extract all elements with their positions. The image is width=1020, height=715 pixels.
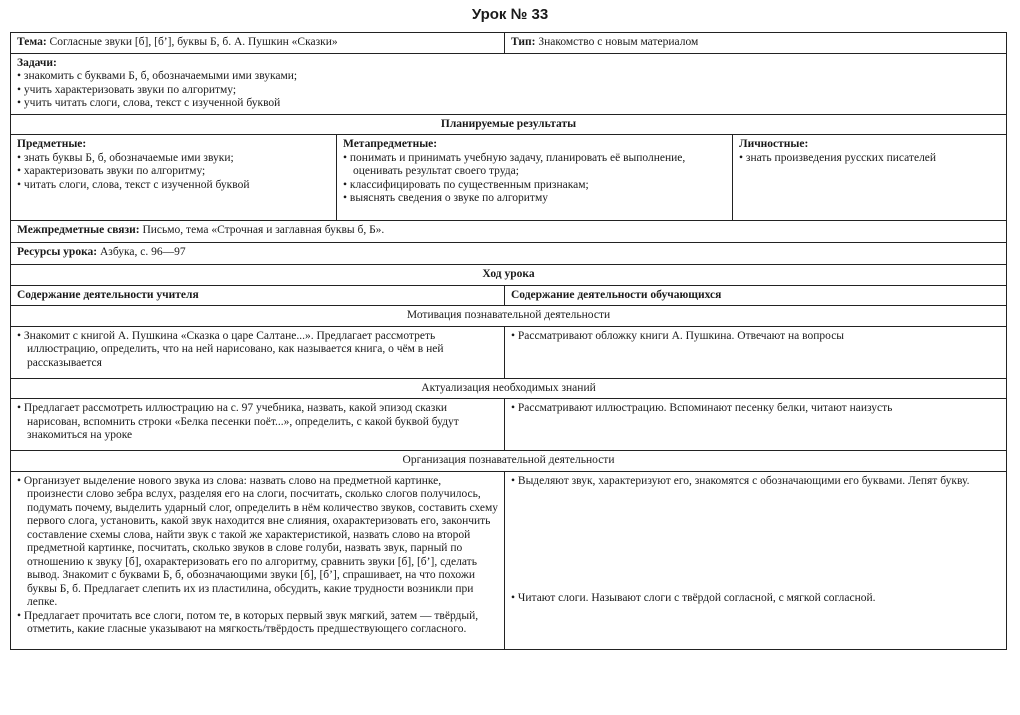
task-item: • знакомить с буквами Б, б, обозначаемыми ими звуками; bbox=[17, 70, 1000, 84]
stage3-teacher-text-b: • Предлагает прочитать все слоги, потом те, в которых первый звук мягкий, затем — твёрдый, отметить, какие гласные указывают на мягкость/твёрдость предшествующего согласного. bbox=[17, 610, 498, 637]
stage3-student-text-a: • Выделяют звук, характеризуют его, знакомятся с обозначающими его буквами. Лепят букву. bbox=[511, 475, 1000, 489]
stage3-teacher-text-a: • Организует выделение нового звука из слова: назвать слово на предметной картинке, произнести слово зебра вслух, разделяя его на слоги, посчитать, сколько слогов получилось, подумать почему, выделить ударный слог, определить в нём количество звуков, составить схему первого слога, установить, какой звук находится вне слияния, охарактеризовать его, закончить составление схемы слова, найти звук с такой же характеристикой, назвать слово на второй предметной картинке, посчитать, сколько звуков в слове голуби, назвать звук, парный по отношению к звуку [б], охарактеризовать его по алгоритму, сравнить звуки [б], [б’], сделать вывод. Знакомит с буквами Б, б, обозначающими звуки [б], [б’], спрашивает, на что похожи буквы Б, б. Предлагает слепить их из пластилина, обсудить, какие трудности возникли при лепке. bbox=[17, 475, 498, 610]
subject-label: Предметные: bbox=[17, 138, 87, 150]
lesson-title: Урок № 33 bbox=[471, 6, 549, 23]
course-heading: Ход урока bbox=[11, 265, 1007, 286]
resources-text: Азбука, с. 96—97 bbox=[99, 246, 186, 258]
stage-motivation: Мотивация познавательной деятельности bbox=[11, 306, 1007, 327]
resources-cell bbox=[11, 243, 1007, 265]
personal-item: • знать произведения русских писателей bbox=[739, 152, 1000, 166]
stage3-student bbox=[505, 471, 1007, 649]
tasks-label: Задачи: bbox=[17, 56, 57, 69]
stage2-student bbox=[505, 399, 1007, 451]
planned-results-heading: Планируемые результаты bbox=[11, 114, 1007, 135]
stage1-student bbox=[505, 326, 1007, 378]
subject-item: • читать слоги, слова, текст с изученной буквой bbox=[17, 179, 330, 193]
student-header: Содержание деятельности обучающихся bbox=[505, 285, 1007, 306]
meta-label: Метапредметные: bbox=[343, 138, 438, 150]
subject-item: • характеризовать звуки по алгоритму; bbox=[17, 165, 330, 179]
stage1-student-text: • Рассматривают обложку книги А. Пушкина. Отвечают на вопросы bbox=[511, 330, 1000, 344]
subject-item: • знать буквы Б, б, обозначаемые ими звуки; bbox=[17, 152, 330, 166]
resources-label: Ресурсы урока: bbox=[17, 246, 98, 258]
topic-text: Согласные звуки [б], [б’], буквы Б, б. А. Пушкин «Сказки» bbox=[49, 36, 338, 48]
stage2-teacher-text: • Предлагает рассмотреть иллюстрацию на с. 97 учебника, назвать, какой эпизод сказки нарисован, вспомнить строки «Белка песенки поёт...», определить, с какой буквой будут знакомиться на уроке bbox=[17, 402, 498, 443]
inter-cell bbox=[11, 221, 1007, 243]
meta-item: • выяснять сведения о звуке по алгоритму bbox=[343, 192, 726, 206]
stage3-student-text-b: • Читают слоги. Называют слоги с твёрдой согласной, с мягкой согласной. bbox=[511, 592, 1000, 606]
type-cell bbox=[505, 33, 1007, 54]
inter-text: Письмо, тема «Строчная и заглавная буквы б, Б». bbox=[142, 224, 385, 236]
subject-results-cell bbox=[11, 135, 337, 221]
topic-cell bbox=[11, 33, 505, 54]
stage-actualization: Актуализация необходимых знаний bbox=[11, 378, 1007, 399]
stage2-teacher bbox=[11, 399, 505, 451]
lesson-table bbox=[10, 32, 1007, 650]
meta-results-cell bbox=[337, 135, 733, 221]
personal-results-cell bbox=[733, 135, 1007, 221]
meta-item: • классифицировать по существенным признакам; bbox=[343, 179, 726, 193]
task-item: • учить читать слоги, слова, текст с изученной буквой bbox=[17, 97, 1000, 111]
teacher-header: Содержание деятельности учителя bbox=[11, 285, 505, 306]
stage2-student-text: • Рассматривают иллюстрацию. Вспоминают песенку белки, читают наизусть bbox=[511, 402, 1000, 416]
topic-label: Тема: bbox=[17, 36, 47, 48]
type-text: Знакомство с новым материалом bbox=[538, 36, 699, 48]
inter-label: Межпредметные связи: bbox=[17, 224, 140, 236]
tasks-cell bbox=[11, 53, 1007, 114]
personal-label: Личностные: bbox=[739, 138, 809, 150]
type-label: Тип: bbox=[511, 36, 536, 48]
stage1-teacher-text: • Знакомит с книгой А. Пушкина «Сказка о царе Салтане...». Предлагает рассмотреть иллюстрацию, определить, что на ней нарисовано, как называется книга, о чём в ней рассказывается bbox=[17, 330, 498, 371]
meta-item: • понимать и принимать учебную задачу, планировать её выполнение, оценивать результат своего труда; bbox=[343, 152, 726, 179]
stage3-teacher bbox=[11, 471, 505, 649]
task-item: • учить характеризовать звуки по алгоритму; bbox=[17, 84, 1000, 98]
stage-organization: Организация познавательной деятельности bbox=[11, 451, 1007, 472]
stage1-teacher bbox=[11, 326, 505, 378]
